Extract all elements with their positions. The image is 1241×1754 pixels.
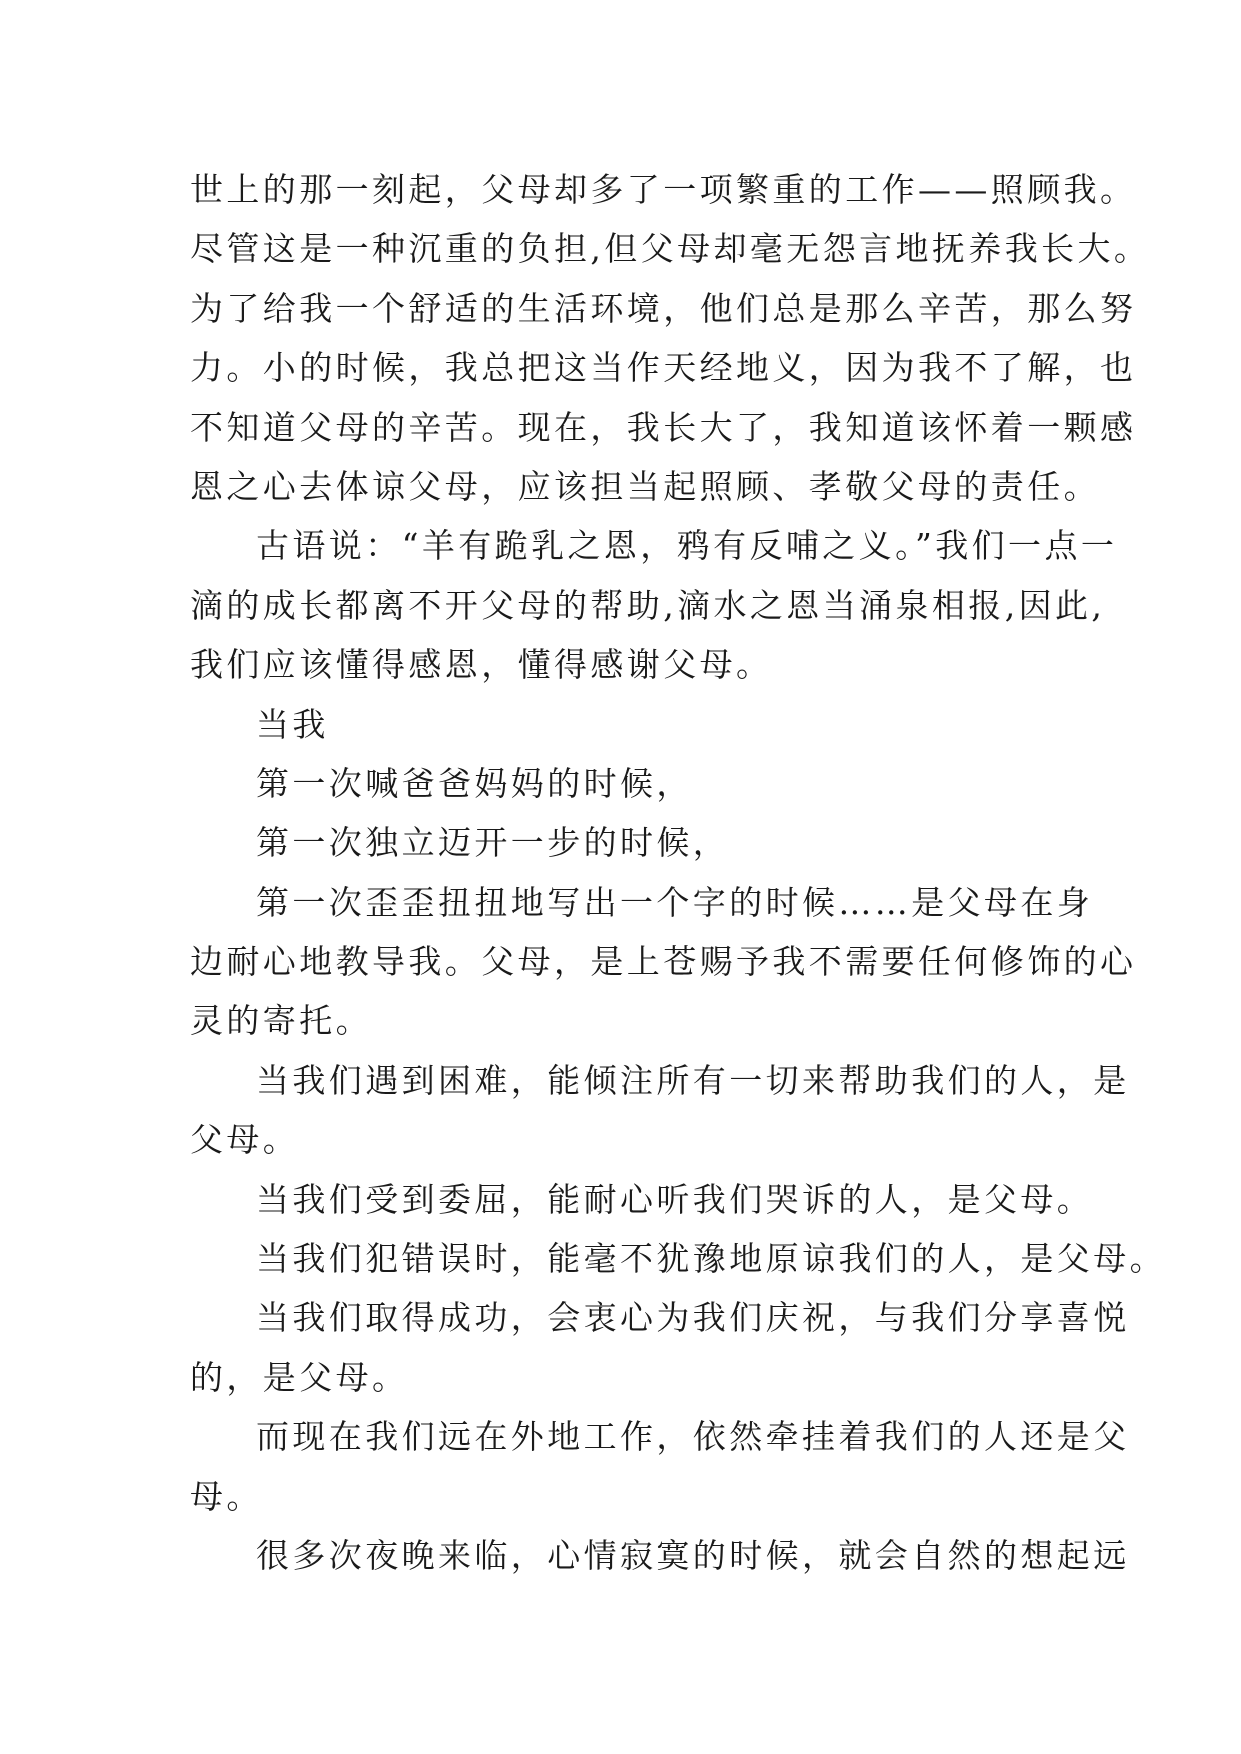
text-line: 恩之心去体谅父母，应该担当起照顾、孝敬父母的责任。 — [190, 466, 1100, 506]
text-line: 古语说：“羊有跪乳之恩，鸦有反哺之义。”我们一点一 — [256, 526, 1118, 566]
text-line: 尽管这是一种沉重的负担,但父母却毫无怨言地抚养我长大。 — [190, 229, 1151, 269]
text-line: 第一次独立迈开一步的时候， — [256, 823, 730, 863]
text-line: 我们应该懂得感恩，懂得感谢父母。 — [190, 645, 773, 685]
text-line: 当我们遇到困难，能倾注所有一切来帮助我们的人，是 — [256, 1060, 1130, 1100]
text-line: 第一次喊爸爸妈妈的时候， — [256, 763, 693, 803]
text-line: 灵的寄托。 — [190, 1001, 372, 1041]
text-line: 而现在我们远在外地工作，依然牵挂着我们的人还是父 — [256, 1417, 1130, 1457]
text-line: 当我们受到委屈，能耐心听我们哭诉的人，是父母。 — [256, 1179, 1094, 1219]
text-line: 世上的那一刻起，父母却多了一项繁重的工作——照顾我。 — [190, 170, 1137, 209]
text-line: 母。 — [190, 1476, 263, 1516]
text-line: 力。小的时候，我总把这当作天经地义，因为我不了解，也 — [190, 348, 1137, 388]
text-line: 滴的成长都离不开父母的帮助,滴水之恩当涌泉相报,因此, — [190, 585, 1106, 625]
text-line: 很多次夜晚来临，心情寂寞的时候，就会自然的想起远 — [256, 1535, 1130, 1575]
text-line: 为了给我一个舒适的生活环境，他们总是那么辛苦，那么努 — [190, 288, 1137, 328]
text-line: 边耐心地教导我。父母，是上苍赐予我不需要任何修饰的心 — [190, 942, 1137, 982]
text-line: 当我们取得成功，会衷心为我们庆祝，与我们分享喜悦 — [256, 1298, 1130, 1338]
text-line: 父母。 — [190, 1120, 300, 1160]
text-line: 当我们犯错误时，能毫不犹豫地原谅我们的人，是父母。 — [256, 1239, 1166, 1279]
document-body — [190, 160, 1166, 1585]
text-line: 的，是父母。 — [190, 1357, 409, 1397]
text-line: 不知道父母的辛苦。现在，我长大了，我知道该怀着一颗感 — [190, 407, 1137, 447]
text-line: 第一次歪歪扭扭地写出一个字的时候……是父母在身 — [256, 882, 1094, 922]
text-line: 当我 — [256, 704, 329, 744]
